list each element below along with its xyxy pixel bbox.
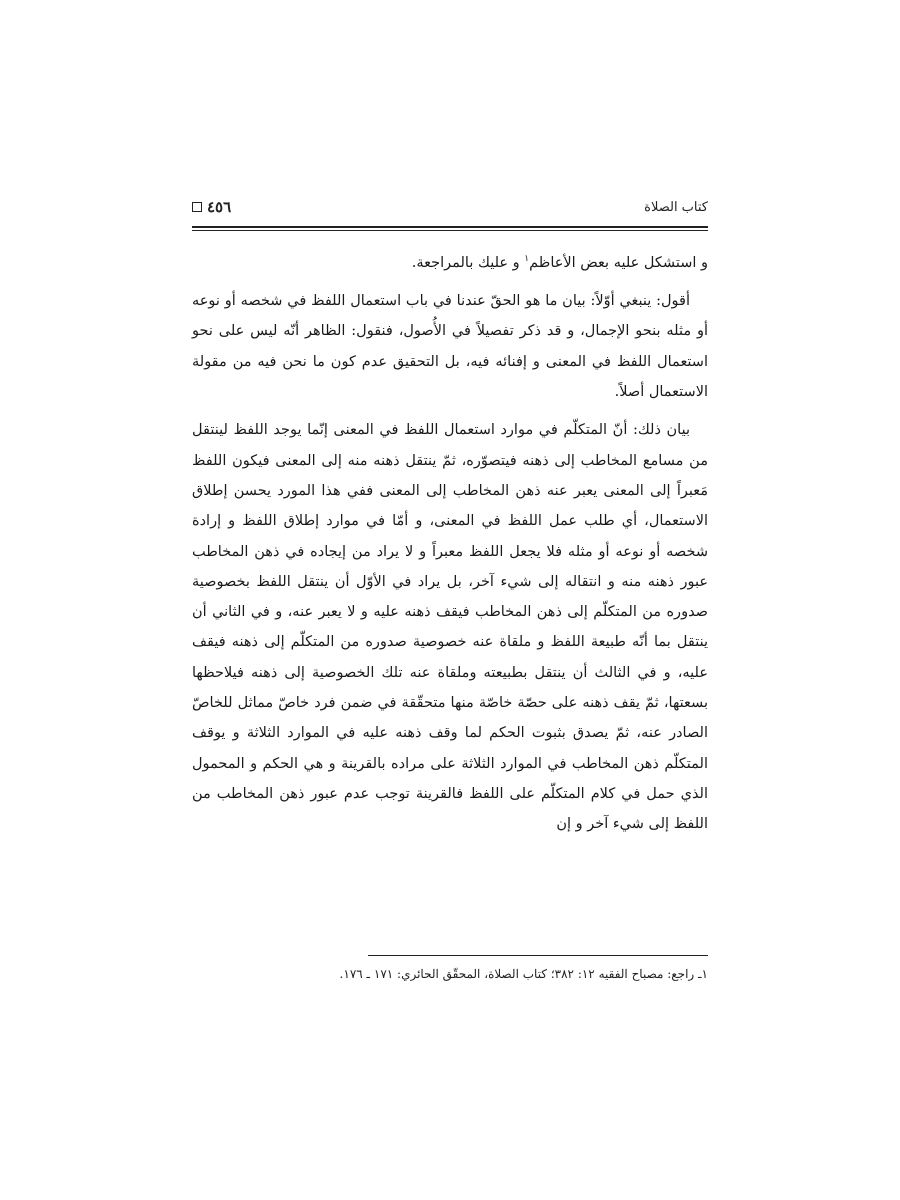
page-number: ٤٥٦: [207, 198, 232, 216]
running-header: [192, 198, 708, 228]
paragraph-2: أقول: ينبغي أوّلاً: بيان ما هو الحقّ عندنا في باب استعمال اللفظ في شخصه أو نوعه أو مثله بنحو الإجمال، و قد ذكر تفصيلاً في الأُصول، فنقول: الظاهر أنّه ليس على نحو استعمال اللفظ في المعنى و إفنائه فيه، بل التحقيق عدم كون ما نحن فيه من مقولة الاستعمال أصلاً.: [192, 293, 708, 401]
header-rule-thick: [192, 226, 708, 228]
paragraph-1-tail: و عليك بالمراجعة.: [411, 254, 525, 271]
header-rule-thin: [192, 230, 708, 231]
paragraph-3: بيان ذلك: أنّ المتكلّم في موارد استعمال اللفظ في المعنى إنّما يوجد اللفظ لينتقل من مسامع المخاطب إلى ذهنه فيتصوّره، ثمّ ينتقل ذهنه منه إلى المعنى فيكون اللفظ مَعبراً إلى المعنى يعبر عنه ذهن المخاطب إلى المعنى ففي هذا المورد يحسن إطلاق الاستعمال، أي طلب عمل اللفظ في المعنى، و أمّا في موارد إطلاق اللفظ و إرادة شخصه أو نوعه أو مثله فلا يجعل اللفظ معبراً و لا يراد من إيجاده في ذهن المخاطب عبور ذهنه منه و انتقاله إلى شيء آخر، بل يراد في الأوّل أن ينتقل اللفظ بخصوصية صدوره من المتكلّم إلى ذهن المخاطب فيقف ذهنه عليه و لا يعبر عنه، و في الثاني أن ينتقل بما أنّه طبيعة اللفظ و ملقاة عنه خصوصية صدوره من المتكلّم إلى ذهنه فيقف عليه، و في الثالث أن ينتقل بطبيعته وملقاة عنه تلك الخصوصية إلى ذهنه فيلاحظها بسعتها، ثمّ يقف ذهنه على حصّة خاصّة منها متحقّقة في ضمن فرد خاصّ مماثل للخاصّ الصادر عنه، ثمّ يصدق بثبوت الحكم لما وقف ذهنه عليه في الموارد الثلاثة و يوقف المتكلّم ذهن المخاطب في الموارد الثلاثة على مراده بالقرينة و هي الحكم و المحمول الذي حمل في كلام المتكلّم على اللفظ فالقرينة توجب عدم عبور ذهن المخاطب من اللفظ إلى شيء آخر و إن: [192, 422, 708, 833]
square-bullet-icon: [192, 202, 202, 212]
page-number-group: [192, 198, 231, 216]
main-text: [192, 244, 708, 839]
footnote-rule: [368, 955, 708, 956]
footnote-marker[interactable]: ١: [524, 254, 530, 264]
footnote: ١ـ راجع: مصباح الفقيه ١٢: ٣٨٢؛ كتاب الصلاة، المحقّق الحائري: ١٧١ ـ ١٧٦.: [339, 967, 708, 981]
book-title: كتاب الصلاة: [644, 200, 708, 215]
paragraph-1-text: و استشكل عليه بعض الأعاظم: [529, 254, 708, 271]
paragraph-1: [192, 244, 708, 278]
